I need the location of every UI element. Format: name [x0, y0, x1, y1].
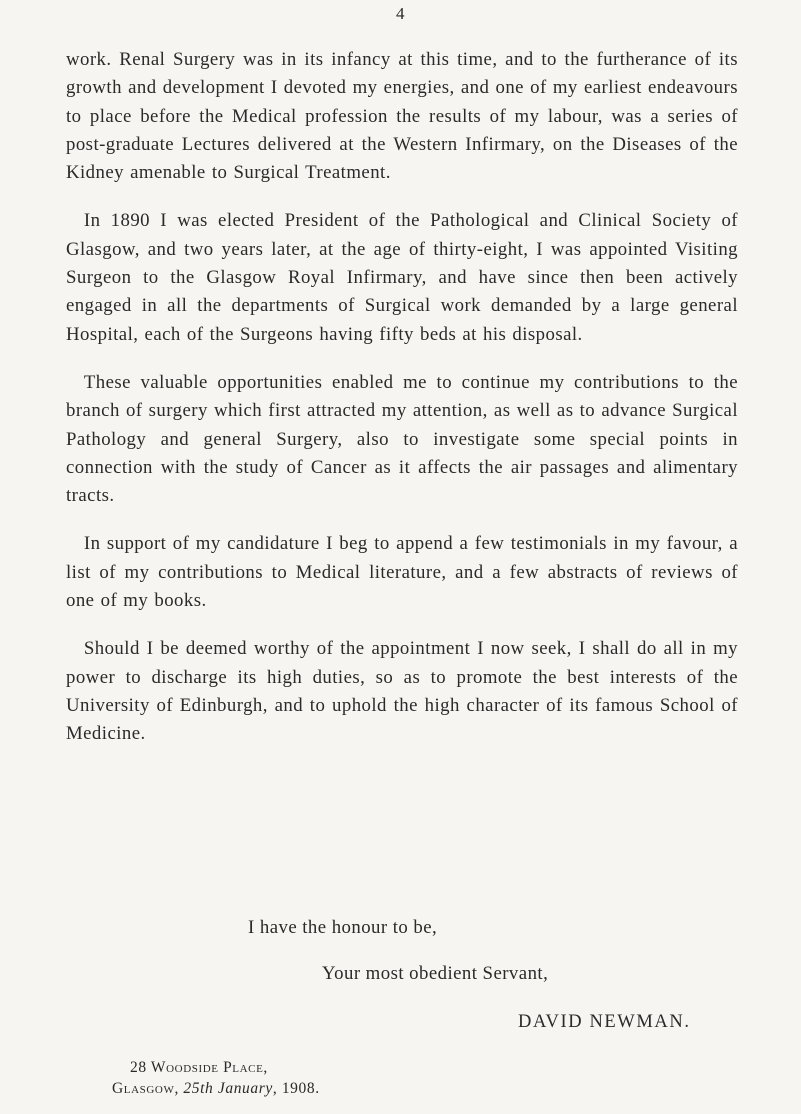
address-street-text: 28 Woodside Place,	[130, 1059, 268, 1076]
date-day: 25th	[183, 1080, 214, 1097]
closing-salutation: I have the honour to be,	[248, 917, 438, 938]
letter-body	[66, 46, 738, 769]
signature-name: DAVID NEWMAN.	[518, 1012, 691, 1032]
closing-valediction: Your most obedient Servant,	[322, 963, 549, 984]
paragraph-3: These valuable opportunities enabled me to continue my contributions to the branch of surgery which first attracted my attention, as well as to advance Surgical Pathology and general Surgery, also to investigate some special points in connection with the study of Cancer as it affects the air passages and alimentary tracts.	[66, 371, 738, 507]
date-year: 1908.	[281, 1080, 320, 1097]
date-comma: ,	[272, 1080, 278, 1097]
paragraph-1: work. Renal Surgery was in its infancy at this time, and to the furtherance of its growth and development I devoted my energies, and one of my earliest endeavours to place before the Medical profession the results of my labour, was a series of post-graduate Lectures delivered at the Western Infirmary, on the Diseases of the Kidney amenable to Surgical Treatment.	[66, 49, 738, 184]
paragraph-2: In 1890 I was elected President of the Pathological and Clinical Society of Glasgow, and two years later, at the age of thirty-eight, I was appointed Visiting Surgeon to the Glasgow Royal Infirmary, and have since then been actively engaged in all the departments of Surgical work demanded by a large general Hospital, each of the Surgeons having fifty beds at his disposal.	[66, 210, 738, 345]
page-number: 4	[396, 4, 405, 23]
address-street	[130, 1057, 320, 1078]
sender-address	[112, 1057, 320, 1099]
paragraph-4: In support of my candidature I beg to append a few testimonials in my favour, a list of my contributions to Medical literature, and a few abstracts of reviews of one of my books.	[66, 533, 738, 612]
address-city: Glasgow,	[112, 1080, 179, 1097]
address-city-date	[112, 1078, 320, 1099]
paragraph-5: Should I be deemed worthy of the appointment I now seek, I shall do all in my power to discharge its high duties, so as to promote the best interests of the University of Edinburgh, and to uphold the high character of its famous School of Medicine.	[66, 638, 738, 745]
date-month: January	[217, 1080, 273, 1097]
